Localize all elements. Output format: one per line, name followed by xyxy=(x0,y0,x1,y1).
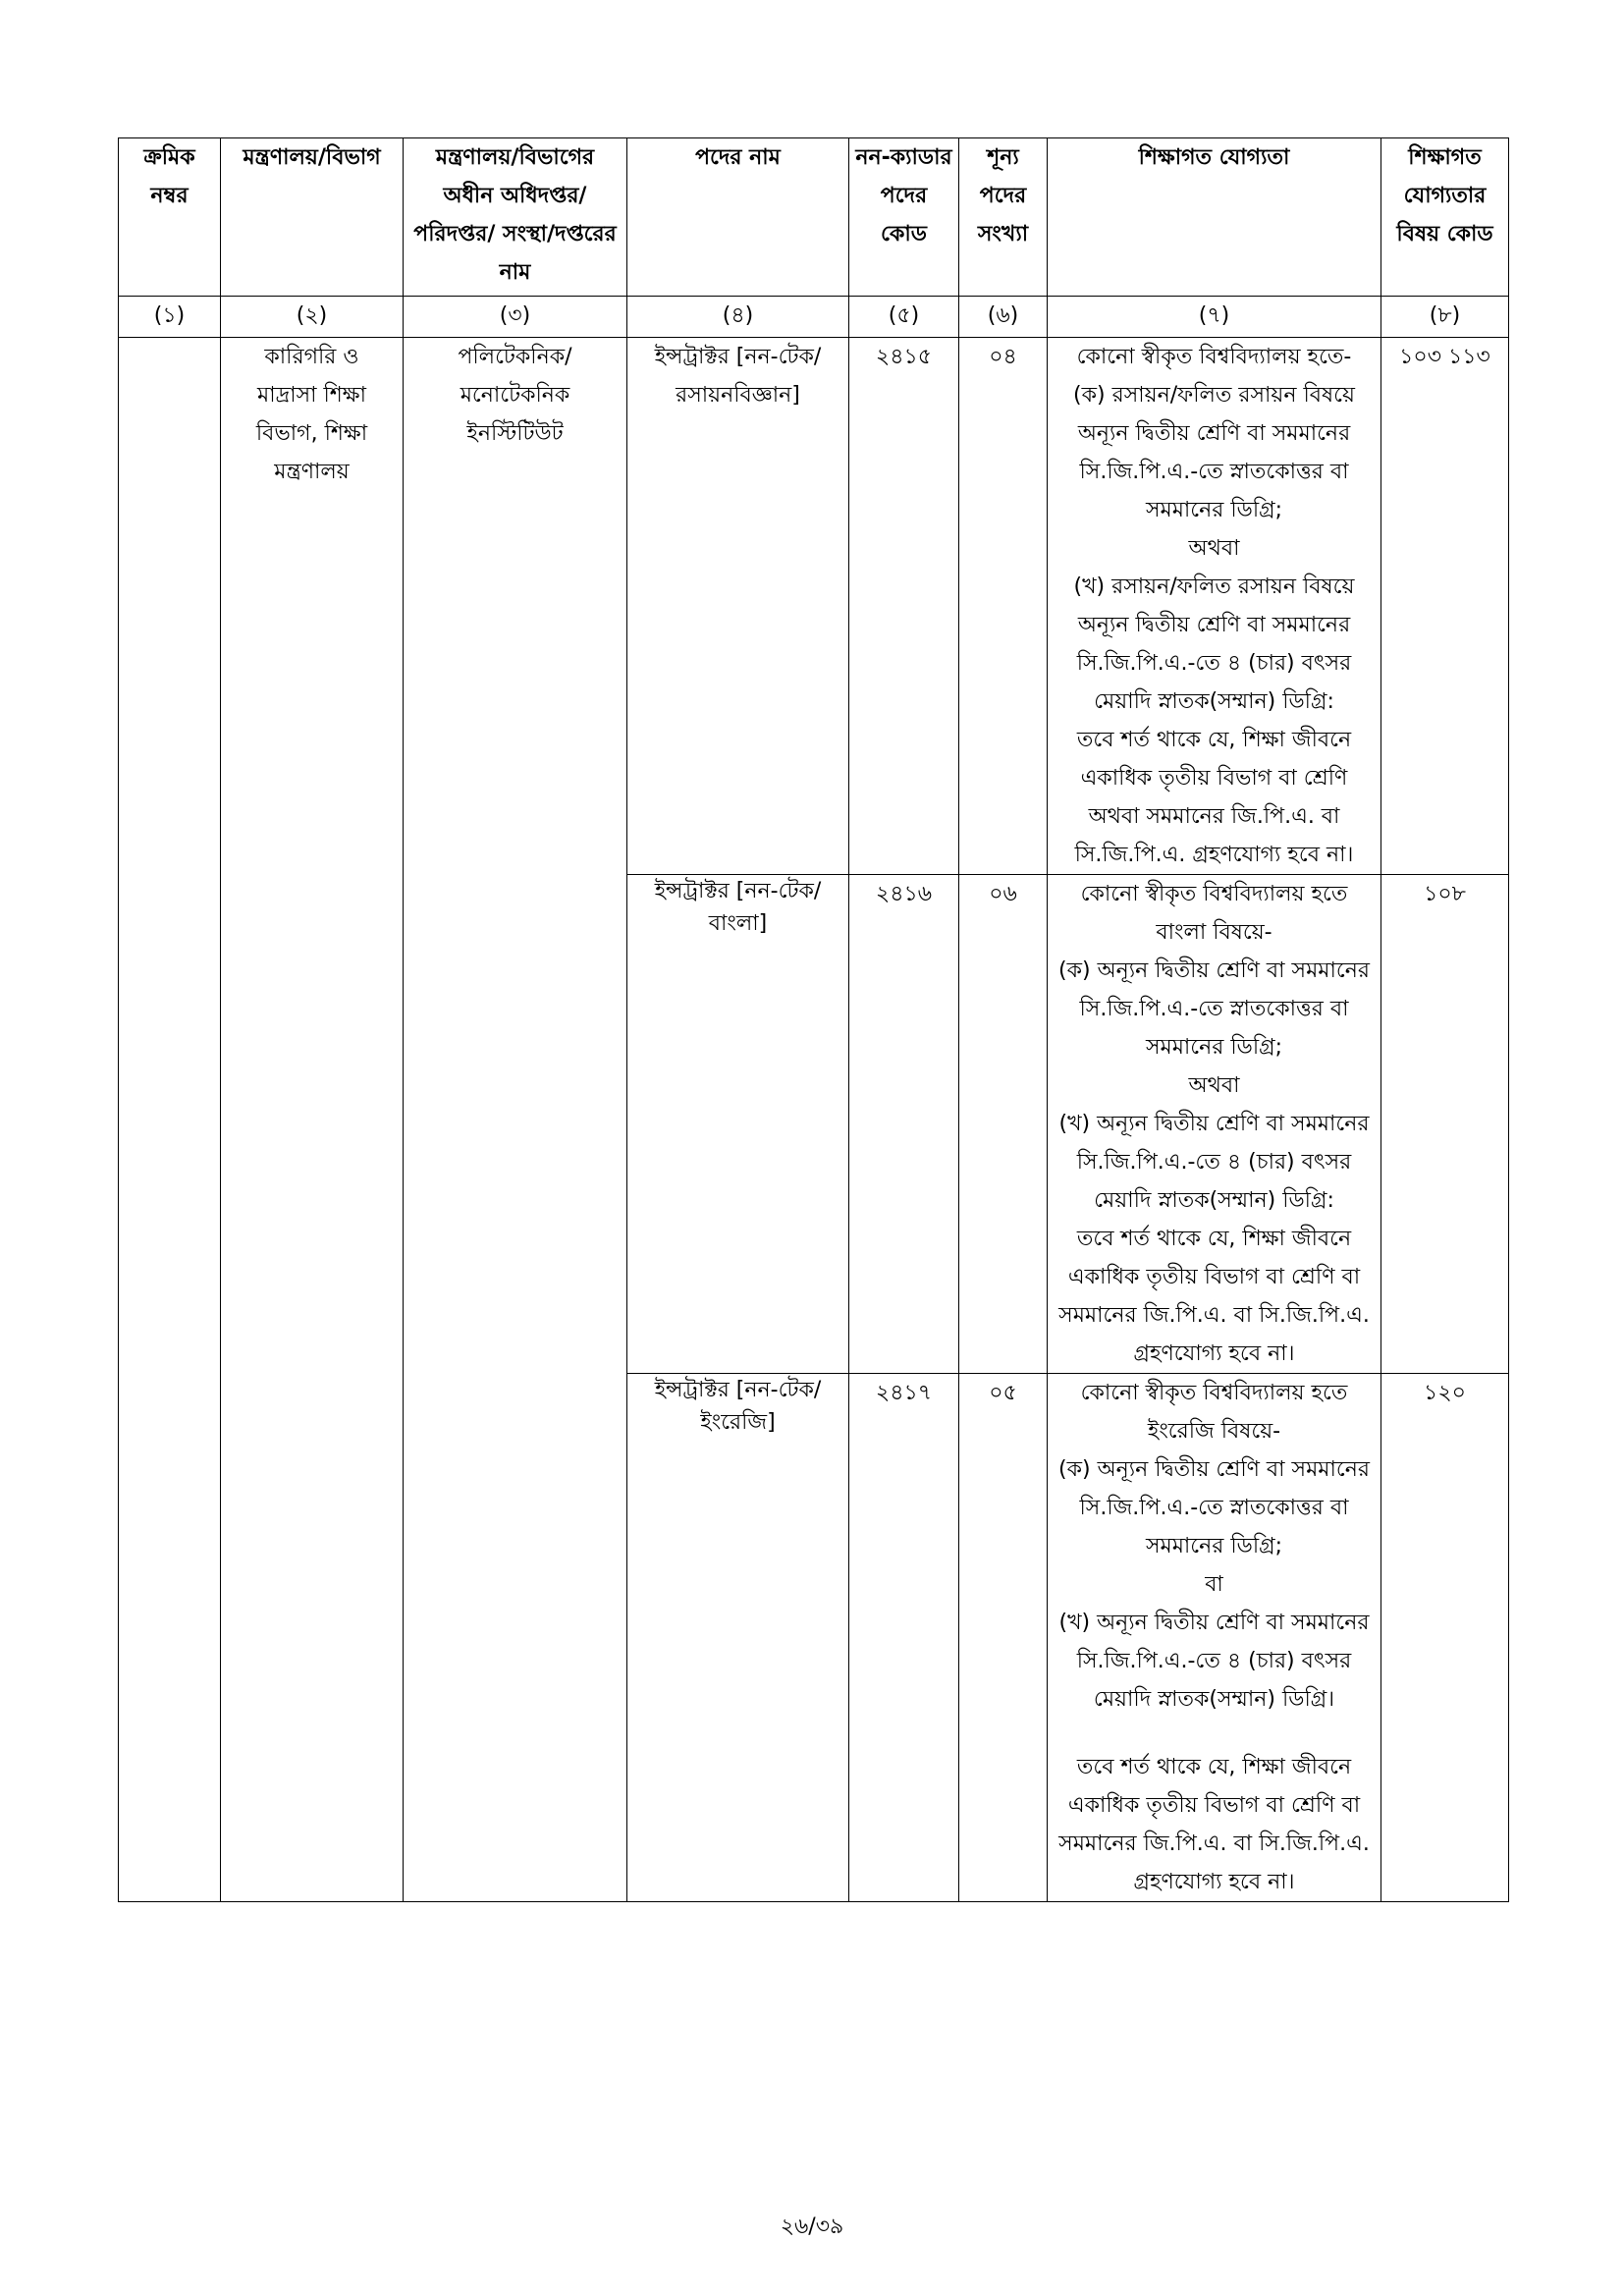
header-qualification: শিক্ষাগত যোগ্যতা xyxy=(1048,138,1381,297)
subject-code xyxy=(1381,338,1509,875)
ministry-name: কারিগরি ও মাদ্রাসা শিক্ষা বিভাগ, শিক্ষা মন্ত্রণালয় xyxy=(255,345,368,484)
qualification-line: (ক) অন্যূন দ্বিতীয় শ্রেণি বা সমমানের সি.জি.পি.এ.-তে স্নাতকোত্তর বা সমমানের ডিগ্রি; xyxy=(1058,1457,1370,1558)
office-name: পলিটেকনিক/মনোটেকনিক ইনস্টিটিউট xyxy=(458,345,572,446)
qualification-line: (খ) অন্যূন দ্বিতীয় শ্রেণি বা সমমানের সি.জি.পি.এ.-তে ৪ (চার) বৎসর মেয়াদি স্নাতক(সম্মান) ডিগ্রি। xyxy=(1058,1611,1370,1712)
qualification-line: (খ) রসায়ন/ফলিত রসায়ন বিষয়ে অন্যূন দ্বিতীয় শ্রেণি বা সমমানের সি.জি.পি.এ.-তে ৪ (চার) বৎসর মেয়াদি স্নাতক(সম্মান) ডিগ্রি: xyxy=(1073,574,1355,714)
blank-line xyxy=(1054,1719,1375,1748)
header-office: মন্ত্রণালয়/বিভাগের অধীন অধিদপ্তর/পরিদপ্তর/ সংস্থা/দপ্তরের নাম xyxy=(404,138,627,297)
page-number: ২৬/৩৯ xyxy=(780,2214,844,2239)
qualification-cell xyxy=(1048,1374,1381,1902)
qualification-line: কোনো স্বীকৃত বিশ্ববিদ্যালয় হতে- xyxy=(1076,345,1352,369)
qualification-line: অথবা xyxy=(1188,536,1240,561)
column-number-row xyxy=(119,297,1509,338)
column-number: (২) xyxy=(221,297,404,338)
qualification-line: (খ) অন্যূন দ্বিতীয় শ্রেণি বা সমমানের সি.জি.পি.এ.-তে ৪ (চার) বৎসর মেয়াদি স্নাতক(সম্মান) ডিগ্রি: xyxy=(1058,1112,1370,1213)
subject-code: ১২০ xyxy=(1381,1374,1509,1902)
header-vacancy: শূন্য পদের সংখ্যা xyxy=(959,138,1048,297)
subject-code-text: ১০৩ ১১৩ xyxy=(1399,345,1490,369)
vacancy-count: ০৪ xyxy=(959,338,1048,875)
qualification-cell xyxy=(1048,875,1381,1374)
table-row xyxy=(119,338,1509,875)
column-number: (৫) xyxy=(849,297,959,338)
qualification-line: (ক) রসায়ন/ফলিত রসায়ন বিষয়ে অন্যূন দ্বিতীয় শ্রেণি বা সমমানের সি.জি.পি.এ.-তে স্নাতকোত্তর বা সমমানের ডিগ্রি; xyxy=(1073,383,1355,522)
vacancy-count: ০৬ xyxy=(959,875,1048,1374)
qualification-line: (ক) অন্যূন দ্বিতীয় শ্রেণি বা সমমানের সি.জি.পি.এ.-তে স্নাতকোত্তর বা সমমানের ডিগ্রি; xyxy=(1058,958,1370,1060)
qualification-line: অথবা xyxy=(1188,1073,1240,1098)
qualification-line: কোনো স্বীকৃত বিশ্ববিদ্যালয় হতে ইংরেজি বিষয়ে- xyxy=(1080,1381,1348,1444)
post-code: ২৪১৫ xyxy=(849,338,959,875)
qualification-line: বা xyxy=(1205,1572,1223,1597)
header-row xyxy=(119,138,1509,297)
post-name: ইন্সট্রাক্টর [নন-টেক/ ইংরেজি] xyxy=(627,1374,849,1902)
post-name: ইন্সট্রাক্টর [নন-টেক/রসায়নবিজ্ঞান] xyxy=(627,338,849,875)
column-number: (১) xyxy=(119,297,221,338)
column-number: (৩) xyxy=(404,297,627,338)
column-number: (৭) xyxy=(1048,297,1381,338)
vacancy-table xyxy=(118,137,1509,1902)
post-name: ইন্সট্রাক্টর [নন-টেক/বাংলা] xyxy=(627,875,849,1374)
subject-code: ১০৮ xyxy=(1381,875,1509,1374)
qualification-line: তবে শর্ত থাকে যে, শিক্ষা জীবনে একাধিক তৃতীয় বিভাগ বা শ্রেণি বা সমমানের জি.পি.এ. বা সি.জি.পি.এ. গ্রহণযোগ্য হবে না। xyxy=(1058,1755,1370,1894)
header-post-name: পদের নাম xyxy=(627,138,849,297)
header-ministry: মন্ত্রণালয়/বিভাগ xyxy=(221,138,404,297)
qualification-line: তবে শর্ত থাকে যে, শিক্ষা জীবনে একাধিক তৃতীয় বিভাগ বা শ্রেণি বা সমমানের জি.পি.এ. বা সি.জি.পি.এ. গ্রহণযোগ্য হবে না। xyxy=(1058,1227,1370,1366)
header-serial: ক্রমিক নম্বর xyxy=(119,138,221,297)
column-number: (৮) xyxy=(1381,297,1509,338)
qualification-line: তবে শর্ত থাকে যে, শিক্ষা জীবনে একাধিক তৃতীয় বিভাগ বা শ্রেণি অথবা সমমানের জি.পি.এ. বা সি.জি.পি.এ. গ্রহণযোগ্য হবে না। xyxy=(1074,728,1354,867)
header-subject-code: শিক্ষাগত যোগ্যতার বিষয় কোড xyxy=(1381,138,1509,297)
qualification-line: কোনো স্বীকৃত বিশ্ববিদ্যালয় হতে বাংলা বিষয়ে- xyxy=(1080,882,1348,945)
header-noncadre-code: নন-ক্যাডার পদের কোড xyxy=(849,138,959,297)
serial-cell xyxy=(119,338,221,1902)
post-code: ২৪১৭ xyxy=(849,1374,959,1902)
column-number: (৪) xyxy=(627,297,849,338)
ministry-cell xyxy=(221,338,404,1902)
column-number: (৬) xyxy=(959,297,1048,338)
office-cell xyxy=(404,338,627,1902)
post-code: ২৪১৬ xyxy=(849,875,959,1374)
qualification-cell xyxy=(1048,338,1381,875)
vacancy-count: ০৫ xyxy=(959,1374,1048,1902)
